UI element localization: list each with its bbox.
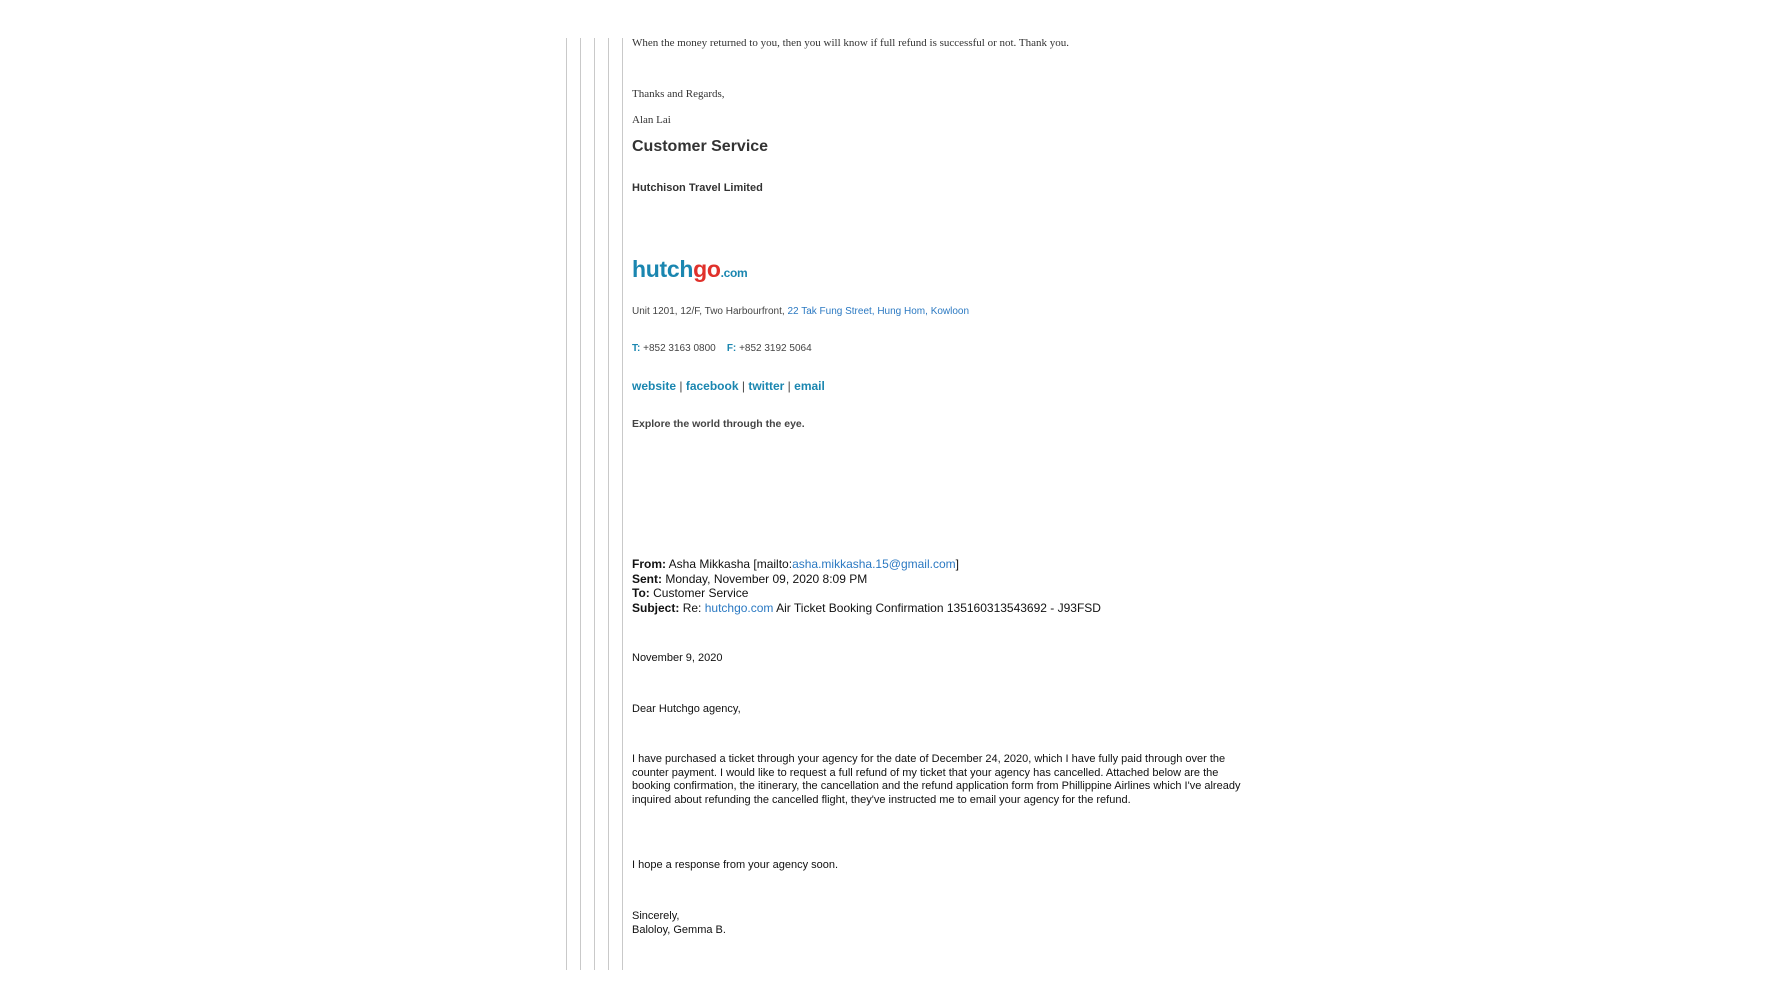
original-hope: I hope a response from your agency soon. [632, 859, 839, 871]
quote-bar [566, 38, 567, 970]
original-paragraph: I have purchased a ticket through your agency for the date of December 24, 2020, which I have fully paid through over the counter payment. I would like to request a full refund of my ticket that your agency has cancelled. Attached below are the booking confirmation, the itinerary, the cancellation and the refund application form from Phillippine Airlines which I've already inquired about refunding the cancelled flight, they've instructed me to email your agency for the refund. [632, 753, 1241, 807]
signature-links [632, 379, 825, 393]
hutchgo-logo [632, 256, 747, 283]
subject-link[interactable]: hutchgo.com [704, 600, 774, 615]
quote-bar [580, 38, 581, 970]
subject-line [632, 601, 1101, 616]
quote-bar [594, 38, 595, 970]
from-label: From: [632, 557, 666, 571]
phone-number: +852 3163 0800 [643, 343, 716, 354]
signature-company: Hutchison Travel Limited [632, 182, 763, 194]
logo-part-hutch: hutch [632, 256, 694, 282]
address-link[interactable]: 22 Tak Fung Street, Hung Hom, Kowloon [787, 306, 970, 317]
original-greeting: Dear Hutchgo agency, [632, 703, 741, 715]
logo-part-dotcom: .com [720, 266, 748, 280]
fax-number: +852 3192 5064 [739, 343, 812, 354]
reply-closing: Thanks and Regards, [632, 88, 725, 100]
to-line [632, 586, 1101, 601]
signature-phone-fax [632, 343, 812, 354]
to-label: To: [632, 586, 650, 600]
email-link[interactable]: email [794, 379, 825, 393]
from-close: ] [955, 557, 959, 571]
subject-prefix: Re: [682, 600, 702, 615]
reply-intro: When the money returned to you, then you will know if full refund is successful or not. Thank you. [632, 37, 1069, 49]
original-message-header [632, 557, 1101, 615]
subject-label: Subject: [632, 600, 680, 615]
quote-bar [622, 38, 623, 970]
address-prefix: Unit 1201, 12/F, Two Harbourfront, [632, 306, 785, 317]
original-sender: Baloloy, Gemma B. [632, 924, 726, 936]
reply-name: Alan Lai [632, 114, 671, 126]
sent-value: Monday, November 09, 2020 8:09 PM [665, 571, 868, 586]
website-link[interactable]: website [632, 379, 677, 393]
sent-label: Sent: [632, 571, 662, 586]
to-value: Customer Service [653, 586, 749, 600]
logo-part-go: go [693, 256, 721, 282]
quote-bar [608, 38, 609, 970]
link-separator: | [741, 379, 745, 393]
sent-line [632, 572, 1101, 587]
subject-rest: Air Ticket Booking Confirmation 135160313543692 - J93FSD [776, 600, 1101, 615]
from-email-link[interactable]: asha.mikkasha.15@gmail.com [792, 557, 956, 571]
link-separator: | [679, 379, 683, 393]
twitter-link[interactable]: twitter [748, 379, 785, 393]
signature-title: Customer Service [632, 138, 769, 155]
facebook-link[interactable]: facebook [685, 379, 739, 393]
fax-label: F: [726, 343, 737, 354]
phone-label: T: [632, 343, 641, 354]
original-signoff: Sincerely, [632, 910, 680, 922]
signature-tagline: Explore the world through the eye. [632, 418, 805, 430]
from-line [632, 557, 1101, 572]
signature-address [632, 306, 969, 317]
from-name: Asha Mikkasha [mailto: [668, 557, 793, 571]
original-date: November 9, 2020 [632, 652, 723, 664]
link-separator: | [787, 379, 791, 393]
